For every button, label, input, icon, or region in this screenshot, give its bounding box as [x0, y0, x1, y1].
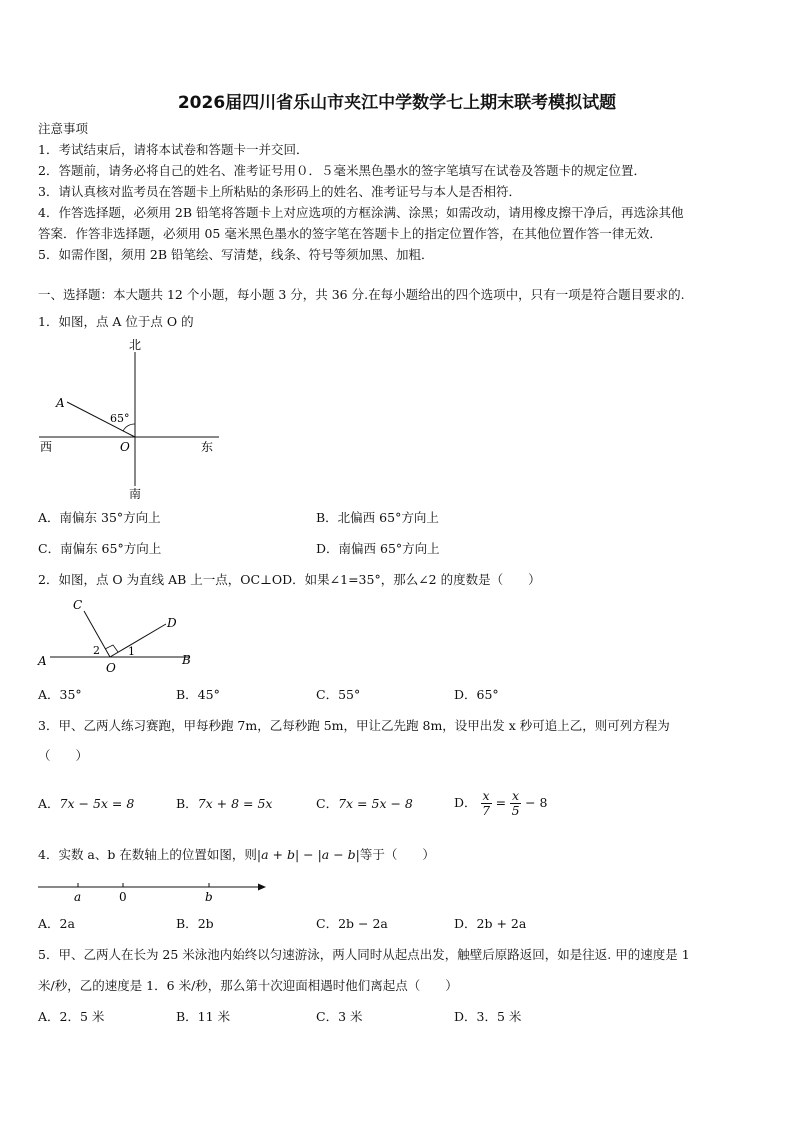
point-a-label: A — [56, 396, 65, 410]
fraction-x-over-5: $\frac{x}{5}$ — [511, 788, 520, 818]
q2-option-c[interactable]: C．55° — [316, 687, 361, 702]
q2-angle-figure — [34, 594, 204, 674]
q3-stem: 3．甲、乙两人练习赛跑，甲每秒跑 7m，乙每秒跑 5m，甲让乙先跑 8m，设甲出发 x 秒可追上乙，则可列方程为 — [38, 718, 670, 733]
note-item: 2．答题前，请务必将自己的姓名、准考证号用０．５毫米黑色墨水的签字笔填写在试卷及答题卡的规定位置． — [38, 163, 646, 178]
point-b-label: b — [205, 890, 213, 904]
q5-option-a[interactable]: A．2．5 米 — [38, 1009, 105, 1024]
page-title: 2026届四川省乐山市夹江中学数学七上期末联考模拟试题 — [177, 93, 617, 113]
q3-stem-paren: （ ） — [38, 748, 89, 763]
point-o-label: O — [106, 661, 116, 674]
note-item: 答案．作答非选择题，必须用 05 毫米黑色墨水的签字笔在答题卡上的指定位置作答，在其他位置作答一律无效． — [38, 226, 662, 241]
q4-number-line — [34, 874, 274, 906]
q4-option-c[interactable]: C．2b − 2a — [316, 916, 388, 931]
q3-option-d[interactable]: D． $\frac{x}{7}$ = $\frac{x}{5}$ − 8 — [454, 788, 548, 818]
q1-option-c[interactable]: C．南偏东 65°方向上 — [38, 541, 162, 556]
q5-option-b[interactable]: B．11 米 — [176, 1009, 231, 1024]
angle-2-label: 2 — [93, 644, 100, 657]
point-o-label: O — [120, 440, 130, 454]
note-item: 4．作答选择题，必须用 2B 铅笔将答题卡上对应选项的方框涂满、涂黑；如需改动，请用橡皮擦干净后，再选涂其他 — [38, 205, 684, 220]
q4-stem: 4．实数 a、b 在数轴上的位置如图，则|a + b| − |a − b|等于（ ） — [38, 847, 435, 862]
q1-option-b[interactable]: B．北偏西 65°方向上 — [316, 510, 439, 525]
angle-1-label: 1 — [128, 645, 135, 658]
angle-label: 65° — [110, 412, 130, 425]
point-a-label: a — [74, 890, 82, 904]
q1-compass-figure — [34, 336, 224, 504]
q4-option-b[interactable]: B．2b — [176, 916, 214, 931]
point-a-label: A — [38, 654, 47, 668]
q1-stem: 1．如图，点 A 位于点 O 的 — [38, 314, 194, 329]
fraction-x-over-7: $\frac{x}{7}$ — [482, 788, 491, 818]
q3-option-b[interactable]: B．7x + 8 = 5x — [176, 796, 273, 811]
east-label: 东 — [201, 440, 214, 454]
note-item: 5．如需作图，须用 2B 铅笔绘、写清楚，线条、符号等须加黑、加粗． — [38, 247, 434, 262]
q3-option-c[interactable]: C．7x = 5x − 8 — [316, 796, 413, 811]
north-label: 北 — [129, 338, 142, 352]
notes-heading: 注意事项 — [38, 121, 89, 136]
q4-option-a[interactable]: A．2a — [38, 916, 75, 931]
q4-option-d[interactable]: D．2b + 2a — [454, 916, 527, 931]
point-d-label: D — [167, 616, 177, 630]
q1-option-d[interactable]: D．南偏西 65°方向上 — [316, 541, 440, 556]
q2-option-a[interactable]: A．35° — [38, 687, 82, 702]
q3-option-a[interactable]: A．7x − 5x = 8 — [38, 796, 135, 811]
q5-option-c[interactable]: C．3 米 — [316, 1009, 363, 1024]
section-heading: 一、选择题：本大题共 12 个小题，每小题 3 分，共 36 分.在每小题给出的四个选项中，只有一项是符合题目要求的. — [38, 287, 685, 302]
q2-option-b[interactable]: B．45° — [176, 687, 220, 702]
q1-option-a[interactable]: A．南偏东 35°方向上 — [38, 510, 161, 525]
q5-stem-cont: 米/秒，乙的速度是 1．6 米/秒，那么第十次迎面相遇时他们离起点（ ） — [38, 978, 458, 993]
zero-label: 0 — [119, 890, 127, 904]
q5-option-d[interactable]: D．3．5 米 — [454, 1009, 522, 1024]
point-c-label: C — [73, 598, 83, 612]
note-item: 1．考试结束后，请将本试卷和答题卡一并交回． — [38, 142, 309, 157]
q2-stem: 2．如图，点 O 为直线 AB 上一点，OC⊥OD．如果∠1=35°，那么∠2 的度数是（ ） — [38, 572, 541, 587]
south-label: 南 — [129, 487, 142, 501]
west-label: 西 — [40, 440, 53, 454]
point-b-label: B — [182, 653, 191, 667]
note-item: 3．请认真核对监考员在答题卡上所粘贴的条形码上的姓名、准考证号与本人是否相符． — [38, 184, 521, 199]
q5-stem: 5．甲、乙两人在长为 25 米泳池内始终以匀速游泳，两人同时从起点出发，触壁后原路返回，如是往返. 甲的速度是 1 — [38, 947, 690, 962]
abs-expression: |a + b| − |a − b| — [256, 847, 360, 862]
q2-option-d[interactable]: D．65° — [454, 687, 499, 702]
